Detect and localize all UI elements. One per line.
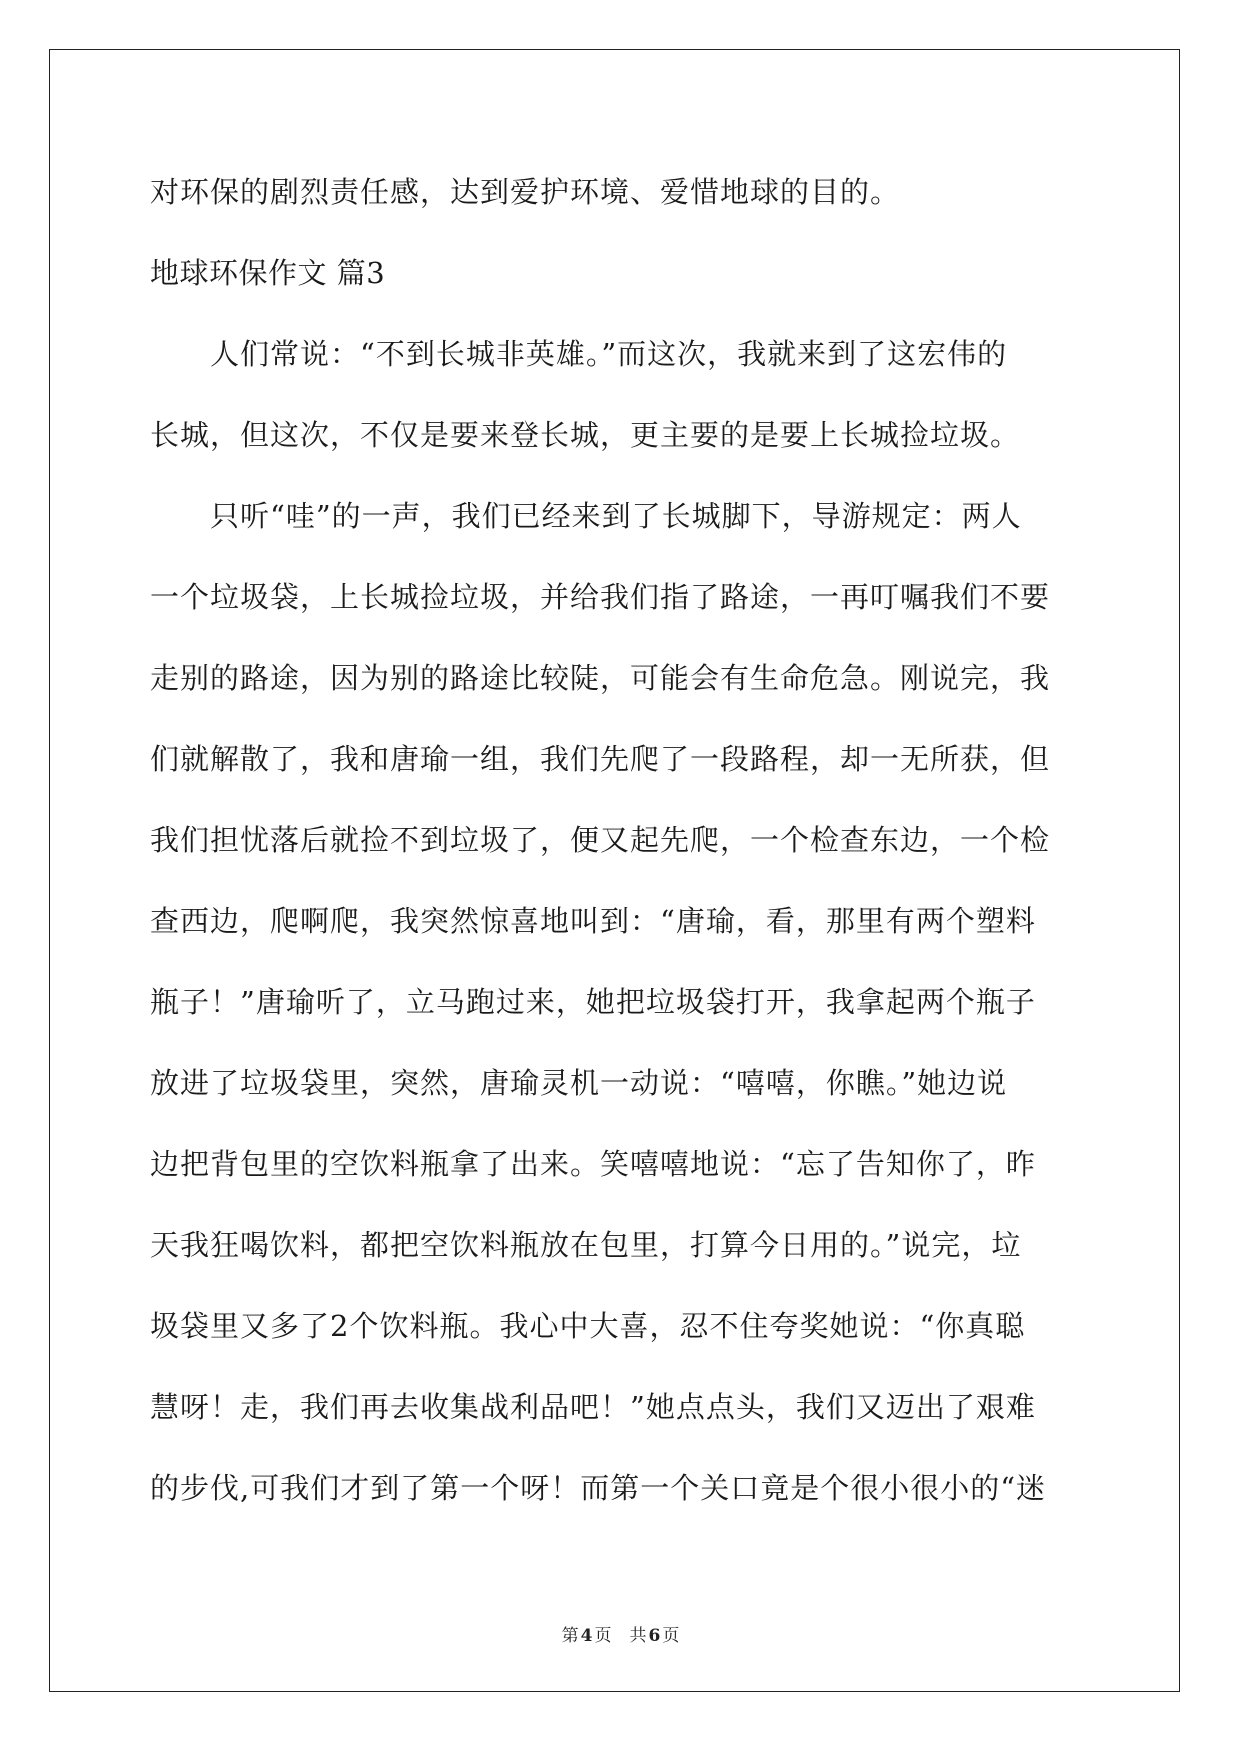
footer-page-suffix: 页	[594, 1626, 612, 1646]
text-line: 圾袋里又多了2个饮料瓶。我心中大喜，忍不住夸奖她说：“你真聪	[150, 1309, 1026, 1343]
text-line: 的步伐,可我们才到了第一个呀！而第一个关口竟是个很小很小的“迷	[150, 1471, 1047, 1505]
text-line: 查西边，爬啊爬，我突然惊喜地叫到：“唐瑜，看，那里有两个塑料	[150, 904, 1036, 938]
text-line: 我们担忧落后就捡不到垃圾了，便又起先爬，一个检查东边，一个检	[150, 823, 1051, 857]
text-line: 天我狂喝饮料，都把空饮料瓶放在包里，打算今日用的。”说完，垃	[150, 1228, 1022, 1262]
footer-prefix: 第	[561, 1626, 579, 1646]
text-line: 对环保的剧烈责任感，达到爱护环境、爱惜地球的目的。	[150, 175, 901, 209]
text-line: 放进了垃圾袋里，突然，唐瑜灵机一动说：“嘻嘻，你瞧。”她边说	[150, 1066, 1008, 1100]
text-line: 们就解散了，我和唐瑜一组，我们先爬了一段路程，却一无所获，但	[150, 742, 1051, 776]
text-line: 慧呀！走，我们再去收集战利品吧！”她点点头，我们又迈出了艰难	[150, 1390, 1036, 1424]
document-body	[150, 164, 1085, 1541]
text-line: 长城，但这次，不仅是要来登长城，更主要的是要上长城捡垃圾。	[150, 418, 1021, 452]
current-page-number: 4	[580, 1626, 593, 1646]
section-heading: 地球环保作文 篇3	[150, 256, 386, 290]
footer-total-suffix: 页	[662, 1626, 680, 1646]
text-line: 瓶子！”唐瑜听了，立马跑过来，她把垃圾袋打开，我拿起两个瓶子	[150, 985, 1036, 1019]
total-pages-number: 6	[648, 1626, 661, 1646]
page-footer	[0, 1624, 1241, 1648]
footer-total-prefix: 共	[629, 1626, 647, 1646]
text-line: 一个垃圾袋，上长城捡垃圾，并给我们指了路途，一再叮嘱我们不要	[150, 580, 1051, 614]
text-line: 只听“哇”的一声，我们已经来到了长城脚下，导游规定：两人	[150, 499, 1022, 533]
text-line: 人们常说：“不到长城非英雄。”而这次，我就来到了这宏伟的	[150, 337, 1008, 371]
text-line: 走别的路途，因为别的路途比较陡，可能会有生命危急。刚说完，我	[150, 661, 1051, 695]
text-line: 边把背包里的空饮料瓶拿了出来。笑嘻嘻地说：“忘了告知你了，昨	[150, 1147, 1036, 1181]
